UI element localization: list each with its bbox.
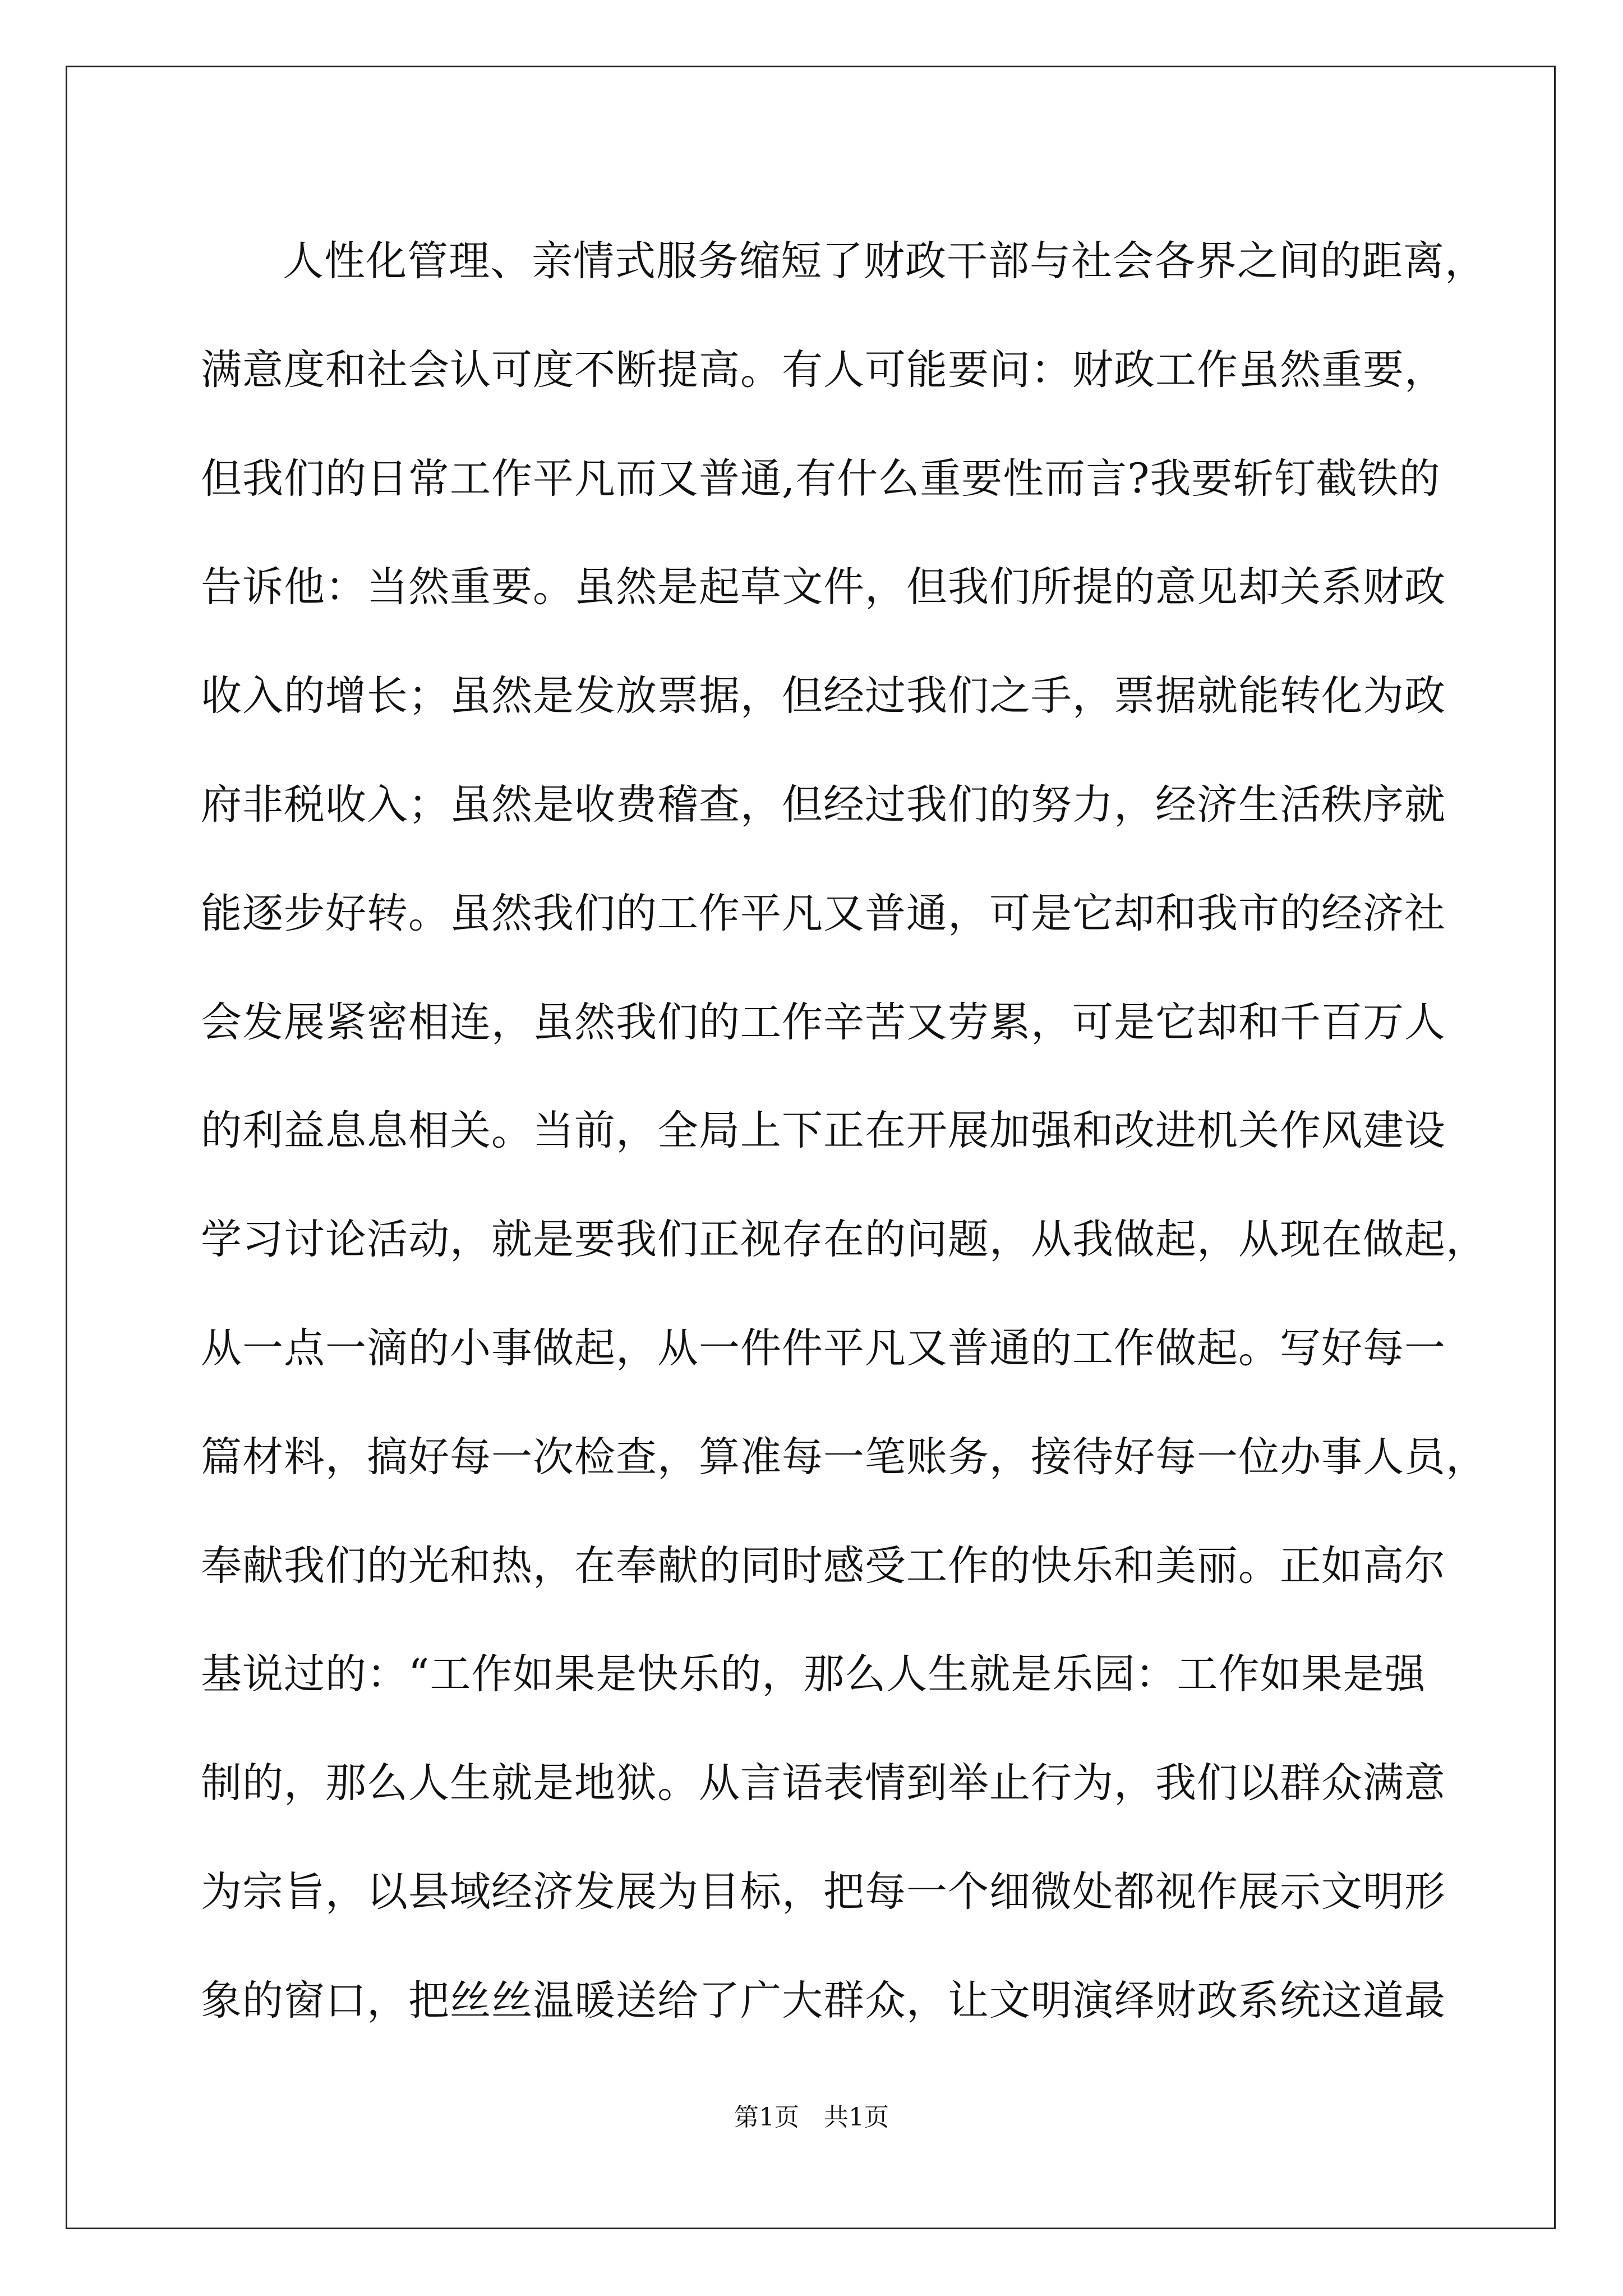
text-line: 从一点一滴的小事做起，从一件件平凡又普通的工作做起。写好每一 xyxy=(201,1324,1446,1372)
text-line: 人性化管理、亲情式服务缩短了财政干部与社会各界之间的距离， xyxy=(283,237,1486,285)
text-line: 奉献我们的光和热，在奉献的同时感受工作的快乐和美丽。正如高尔 xyxy=(201,1542,1446,1590)
text-line: 告诉他：当然重要。虽然是起草文件，但我们所提的意见却关系财政 xyxy=(201,563,1446,611)
text-line: 能逐步好转。虽然我们的工作平凡又普通，可是它却和我市的经济社 xyxy=(201,889,1446,937)
text-line: 学习讨论活动，就是要我们正视存在的问题，从我做起，从现在做起， xyxy=(201,1216,1487,1264)
text-line: 为宗旨，以县域经济发展为目标，把每一个细微处都视作展示文明形 xyxy=(201,1867,1446,1916)
page-footer xyxy=(0,2101,1623,2134)
text-line: 基说过的：“工作如果是快乐的，那么人生就是乐园：工作如果是强 xyxy=(201,1650,1426,1699)
text-line: 满意度和社会认可度不断提高。有人可能要问：财政工作虽然重要， xyxy=(201,346,1446,394)
text-line: 但我们的日常工作平凡而又普通,有什么重要性而言?我要斩钉截铁的 xyxy=(201,454,1441,503)
text-line: 收入的增长；虽然是发放票据，但经过我们之手，票据就能转化为政 xyxy=(201,672,1446,720)
text-line: 篇材料，搞好每一次检查，算准每一笔账务，接待好每一位办事人员， xyxy=(201,1433,1487,1481)
text-line: 的利益息息相关。当前，全局上下正在开展加强和改进机关作风建设 xyxy=(201,1107,1446,1155)
text-line: 会发展紧密相连，虽然我们的工作辛苦又劳累，可是它却和千百万人 xyxy=(201,998,1446,1046)
text-line: 象的窗口，把丝丝温暖送给了广大群众，让文明演绎财政系统这道最 xyxy=(201,1976,1446,2024)
text-line: 府非税收入；虽然是收费稽查，但经过我们的努力，经济生活秩序就 xyxy=(201,780,1446,829)
document-body xyxy=(201,207,1487,2055)
page-number-current: 第1页 xyxy=(734,2103,799,2132)
page-number-total: 共1页 xyxy=(824,2103,889,2132)
text-line: 制的，那么人生就是地狱。从言语表情到举止行为，我们以群众满意 xyxy=(201,1759,1446,1807)
